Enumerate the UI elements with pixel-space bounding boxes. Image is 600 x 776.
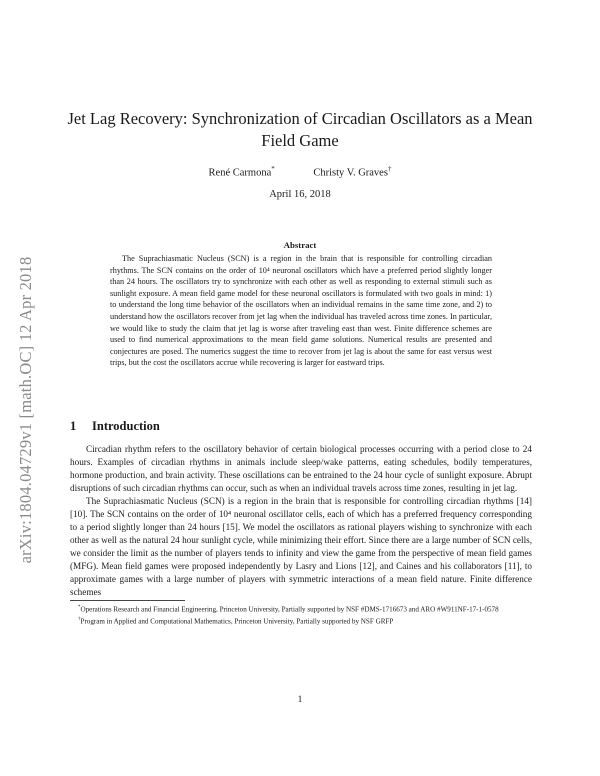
footnote xyxy=(70,603,532,615)
paragraph: The Suprachiasmatic Nucleus (SCN) is a region in the brain that is responsible for controlling circadian rhythms [14][10]. The SCN contains on the order of 10⁴ neuronal oscillator cells, each of which has a preferred frequency corresponding to a period slightly longer than 24 hours [15]. We model the oscillators as rational players wishing to synchronize with each other as well as the natural 24 hour sunlight cycle, while minimizing their effort. Since there are a large number of SCN cells, we consider the limit as the number of players tends to infinity and view the game from the perspective of mean field games (MFG). Mean field games were proposed independently by Lasry and Lions [12], and Caines and his collaborators [11], to approximate games with a large number of players with symmetric interactions of a mean field nature. Finite difference schemes xyxy=(70,496,532,597)
section-heading xyxy=(70,419,160,434)
paper-title: Jet Lag Recovery: Synchronization of Circadian Oscillators as a Mean Field Game xyxy=(67,109,533,150)
introduction-body xyxy=(70,443,532,599)
paper-date: April 16, 2018 xyxy=(269,189,331,200)
footnote-mark: * xyxy=(78,605,81,610)
author-name: René Carmona xyxy=(208,167,272,179)
abstract-text: The Suprachiasmatic Nucleus (SCN) is a region in the brain that is responsible for controlling circadian rhythms. The SCN contains on the order of 10⁴ neuronal oscillators which have a preferred period slightly longer than 24 hours. The oscillators try to synchronize with each other as well as responding to external stimuli such as sunlight exposure. A mean field game model for these neuronal oscillators is formulated with two goals in mind: 1) to understand the long time behavior of the oscillators when an individual remains in the same time zone, and 2) to understand how the oscillators recover from jet lag when the individual has traveled across time zones. In particular, we would like to study the claim that jet lag is worse after traveling east than west. Finite difference schemes are used to find numerical approximations to the mean field game solutions. Numerical results are presented and conjectures are posed. The numerics suggest the time to recover from jet lag is about the same for east versus west trips, but the cost the oscillators accrue while recovering is larger for eastward trips. xyxy=(110,254,492,368)
footnote-divider xyxy=(70,600,185,601)
page-number: 1 xyxy=(297,695,303,705)
footnote-mark: † xyxy=(78,616,81,622)
paragraph: Circadian rhythm refers to the oscillatory behavior of certain biological processes occurring with a period close to 24 hours. Examples of circadian rhythms in animals include sleep/wake patterns, eating schedules, bodily temperatures, hormone production, and brain activity. These oscillations can be entrained to the 24 hour cycle of sunlight exposure. Abrupt disruptions of such circadian rhythms can occur, such as when an individual travels across time zones, resulting in jet lag. xyxy=(70,444,532,493)
author-mark: † xyxy=(387,165,392,173)
arxiv-identifier: arXiv:1804.04729v1 [math.OC] 12 Apr 2018 xyxy=(16,256,35,564)
footnote-text: Operations Research and Financial Engineering, Princeton University, Partially supported by NSF #DMS-1716673 and ARO #W911NF-17-1-0578 xyxy=(80,605,499,614)
footnotes xyxy=(70,603,532,626)
author-list xyxy=(60,165,540,179)
author-2 xyxy=(313,165,391,179)
author-1 xyxy=(209,165,275,179)
footnote xyxy=(70,615,532,627)
section-number: 1 xyxy=(70,419,77,433)
section-title: Introduction xyxy=(92,419,160,433)
footnote-text: Program in Applied and Computational Mathematics, Princeton University, Partially supported by NSF GRFP xyxy=(80,617,394,626)
author-mark: * xyxy=(271,165,275,173)
abstract-heading: Abstract xyxy=(283,240,317,250)
author-name: Christy V. Graves xyxy=(313,167,388,179)
